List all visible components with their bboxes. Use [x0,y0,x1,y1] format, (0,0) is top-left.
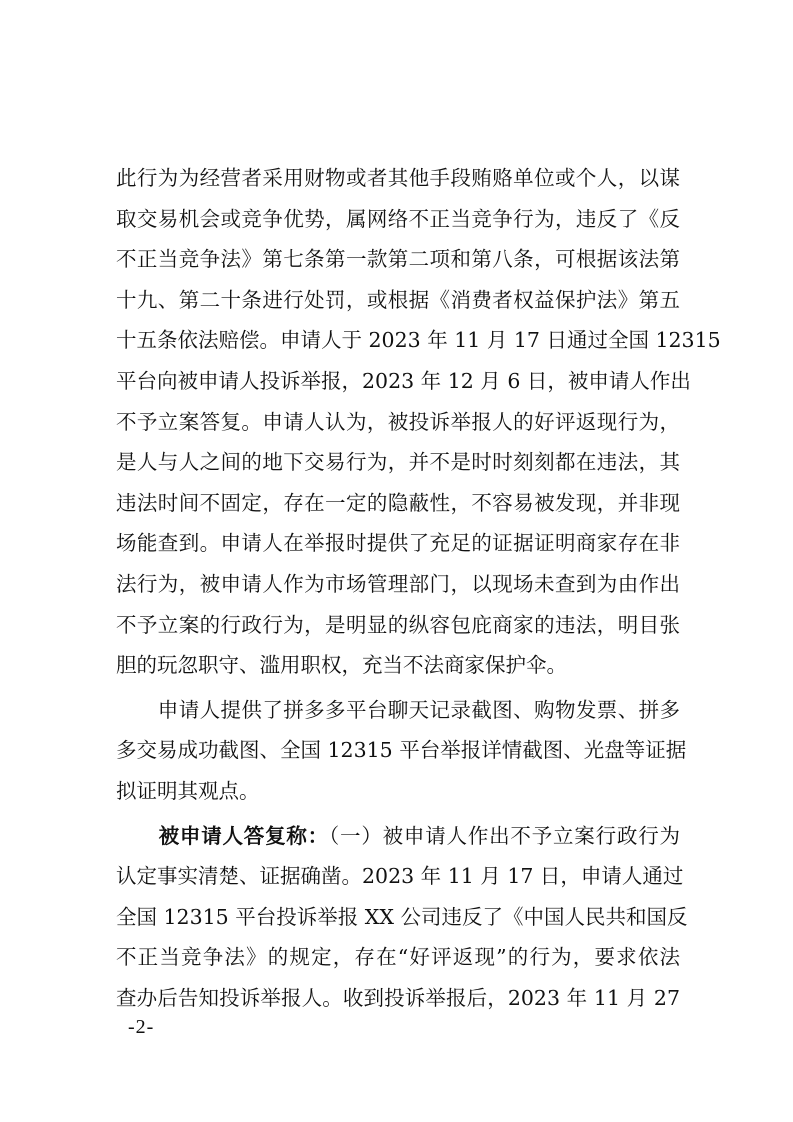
text-line: 场能查到。申请人在举报时提供了充足的证据证明商家存在非 [116,531,680,556]
text-line: 不予立案的行政行为，是明显的纵容包庇商家的违法，明目张 [116,612,680,637]
text-line [116,816,680,857]
text-line: 不正当竞争法》第七条第一款第二项和第八条，可根据该法第 [116,247,680,272]
text-line: 认定事实清楚、证据确凿。2023 年 11 月 17 日，申请人通过 [116,864,684,889]
text-line: 取交易机会或竞争优势，属网络不正当竞争行为，违反了《反 [116,206,680,231]
paragraph-applicant-argument [116,158,721,686]
document-body [116,158,721,1018]
text-line: 是人与人之间的地下交易行为，并不是时时刻刻都在违法，其 [116,450,680,475]
paragraph-applicant-evidence [116,690,687,812]
text-line: 法行为，被申请人作为市场管理部门，以现场未查到为由作出 [116,571,680,596]
text-line: 胆的玩忽职守、滥用职权，充当不法商家保护伞。 [116,653,567,678]
text-line: 不正当竞争法》的规定，存在“好评返现”的行为，要求依法 [116,945,680,970]
text-line: 平台向被申请人投诉举报，2023 年 12 月 6 日，被申请人作出 [116,368,691,393]
text-run: （一）被申请人作出不予立案行政行为 [328,823,681,848]
respondent-reply-heading: 被申请人答复称： [116,823,329,848]
text-line: 不予立案答复。申请人认为，被投诉举报人的好评返现行为， [116,409,680,434]
text-line: 拟证明其观点。 [116,778,260,803]
text-line: 多交易成功截图、全国 12315 平台举报详情截图、光盘等证据 [116,738,687,763]
paragraph-respondent-reply [116,816,688,1019]
text-line: 全国 12315 平台投诉举报 XX 公司违反了《中国人民共和国反 [116,904,688,929]
text-line: 十五条依法赔偿。申请人于 2023 年 11 月 17 日通过全国 12315 [116,328,721,353]
text-line: 十九、第二十条进行处罚，或根据《消费者权益保护法》第五 [116,287,680,312]
page-number: -2- [128,1016,155,1038]
text-line: 违法时间不固定，存在一定的隐蔽性，不容易被发现，并非现 [116,490,680,515]
text-line: 查办后告知投诉举报人。收到投诉举报后，2023 年 11 月 27 [116,985,680,1010]
text-line: 申请人提供了拼多多平台聊天记录截图、购物发票、拼多 [116,697,680,722]
text-line: 此行为为经营者采用财物或者其他手段贿赂单位或个人，以谋 [116,166,680,190]
